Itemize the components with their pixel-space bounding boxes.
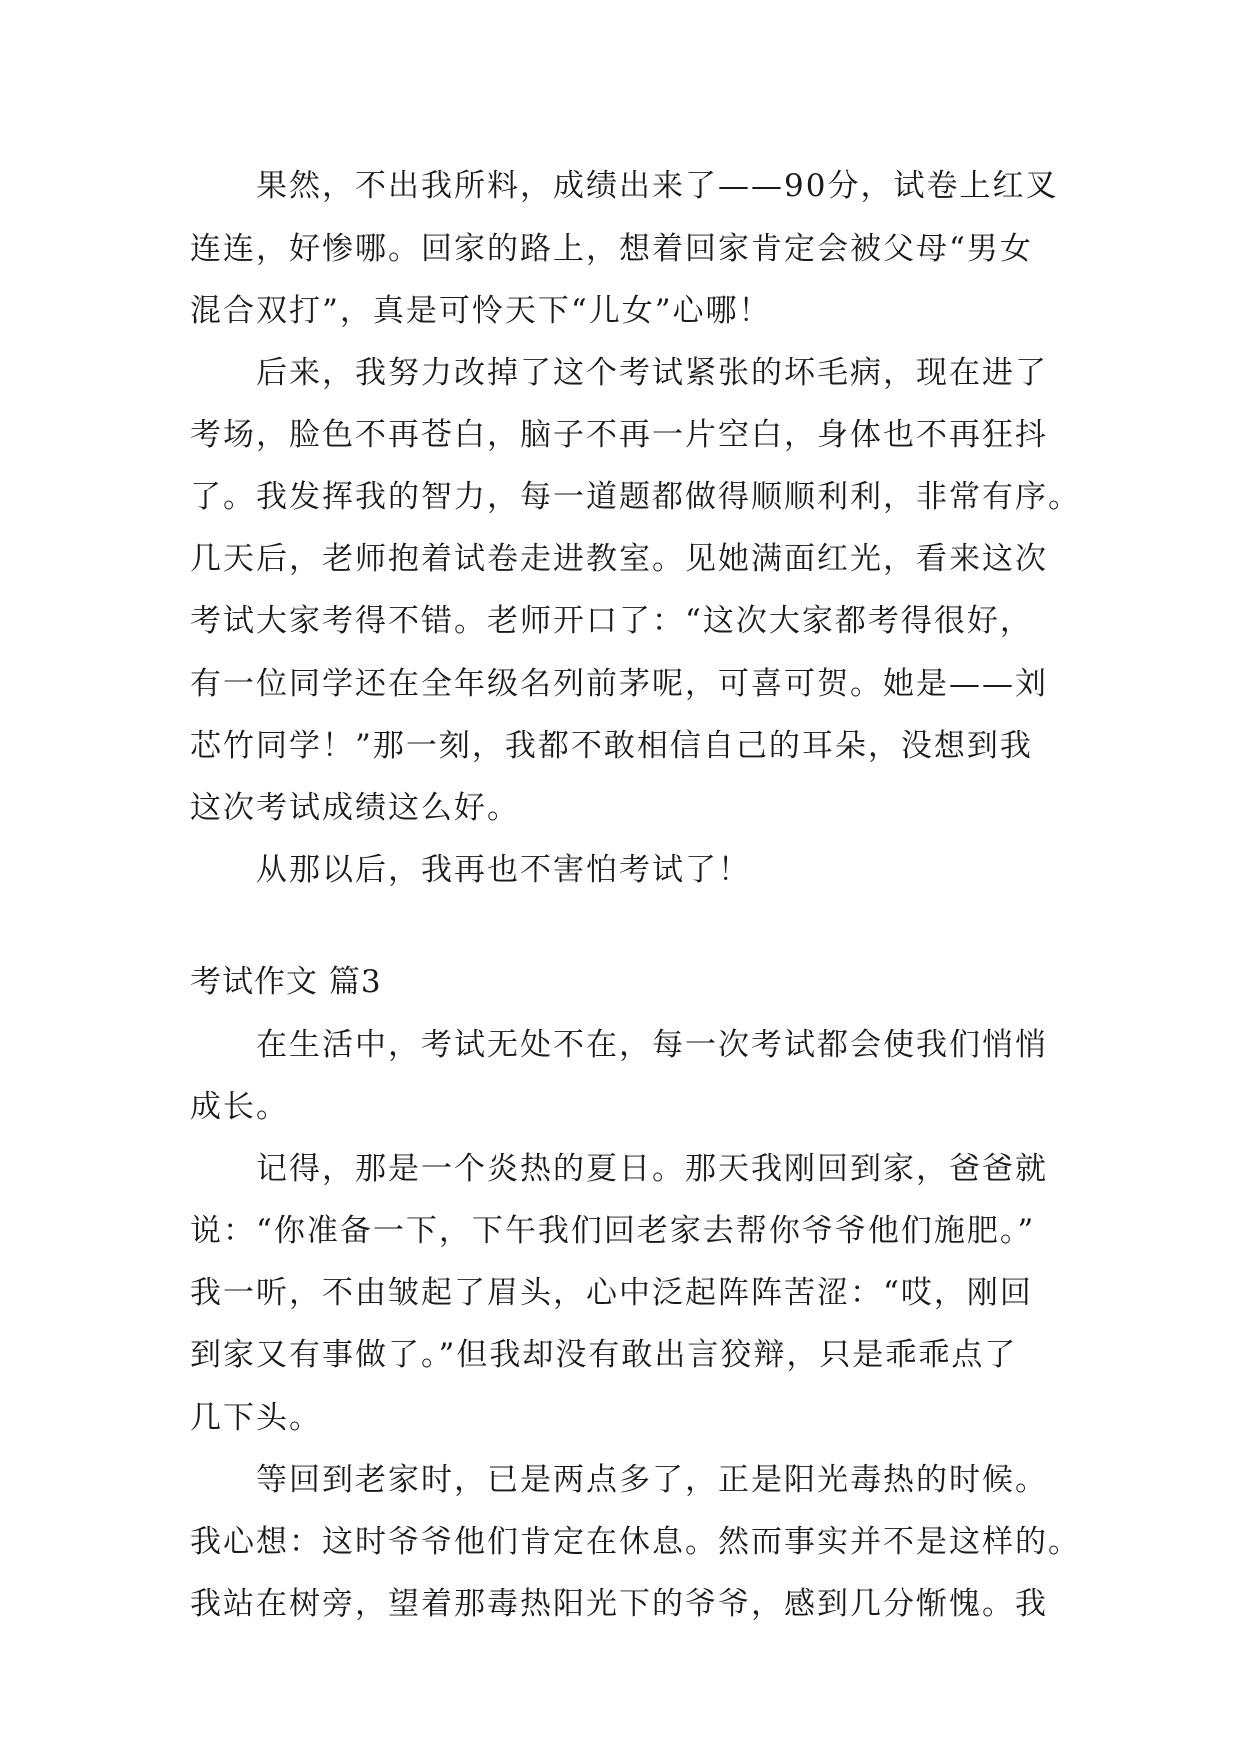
paragraph-line: 后来，我努力改掉了这个考试紧张的坏毛病，现在进了: [256, 355, 1048, 391]
paragraph-line: 等回到老家时，已是两点多了，正是阳光毒热的时候。: [256, 1462, 1048, 1498]
paragraph-line: 记得，那是一个炎热的夏日。那天我刚回到家，爸爸就: [256, 1151, 1048, 1187]
section-title: 考试作文 篇3: [190, 964, 382, 1000]
paragraph-line: 几天后，老师抱着试卷走进教室。见她满面红光，看来这次: [190, 541, 1048, 577]
paragraph-line: 有一位同学还在全年级名列前茅呢，可喜可贺。她是——刘: [190, 666, 1048, 702]
paragraph-line: 到家又有事做了。”但我却没有敢出言狡辩，只是乖乖点了: [190, 1337, 1018, 1373]
paragraph-line: 我一听，不由皱起了眉头，心中泛起阵阵苦涩：“哎，刚回: [190, 1275, 1033, 1311]
paragraph-line: 连连，好惨哪。回家的路上，想着回家肯定会被父母“男女: [190, 231, 1033, 267]
paragraph-line: 芯竹同学！”那一刻，我都不敢相信自己的耳朵，没想到我: [190, 728, 1033, 764]
paragraph-line: 成长。: [190, 1089, 289, 1125]
paragraph-line: 我心想：这时爷爷他们肯定在休息。然而事实并不是这样的。: [190, 1524, 1081, 1560]
paragraph-line: 这次考试成绩这么好。: [190, 790, 520, 826]
paragraph-line: 果然，不出我所料，成绩出来了——90分，试卷上红叉: [256, 168, 1059, 204]
paragraph-line: 我站在树旁，望着那毒热阳光下的爷爷，感到几分惭愧。我: [190, 1586, 1048, 1622]
paragraph-line: 在生活中，考试无处不在，每一次考试都会使我们悄悄: [256, 1027, 1048, 1063]
paragraph-line: 考场，脸色不再苍白，脑子不再一片空白，身体也不再狂抖: [190, 417, 1048, 453]
paragraph-line: 几下头。: [190, 1400, 322, 1436]
paragraph-line: 从那以后，我再也不害怕考试了！: [256, 852, 751, 888]
paragraph-line: 考试大家考得不错。老师开口了：“这次大家都考得很好，: [190, 603, 1033, 639]
paragraph-line: 了。我发挥我的智力，每一道题都做得顺顺利利，非常有序。: [190, 479, 1081, 515]
paragraph-line: 说：“你准备一下，下午我们回老家去帮你爷爷他们施肥。”: [190, 1213, 1036, 1249]
paragraph-line: 混合双打”，真是可怜天下“儿女”心哪！: [190, 293, 772, 329]
